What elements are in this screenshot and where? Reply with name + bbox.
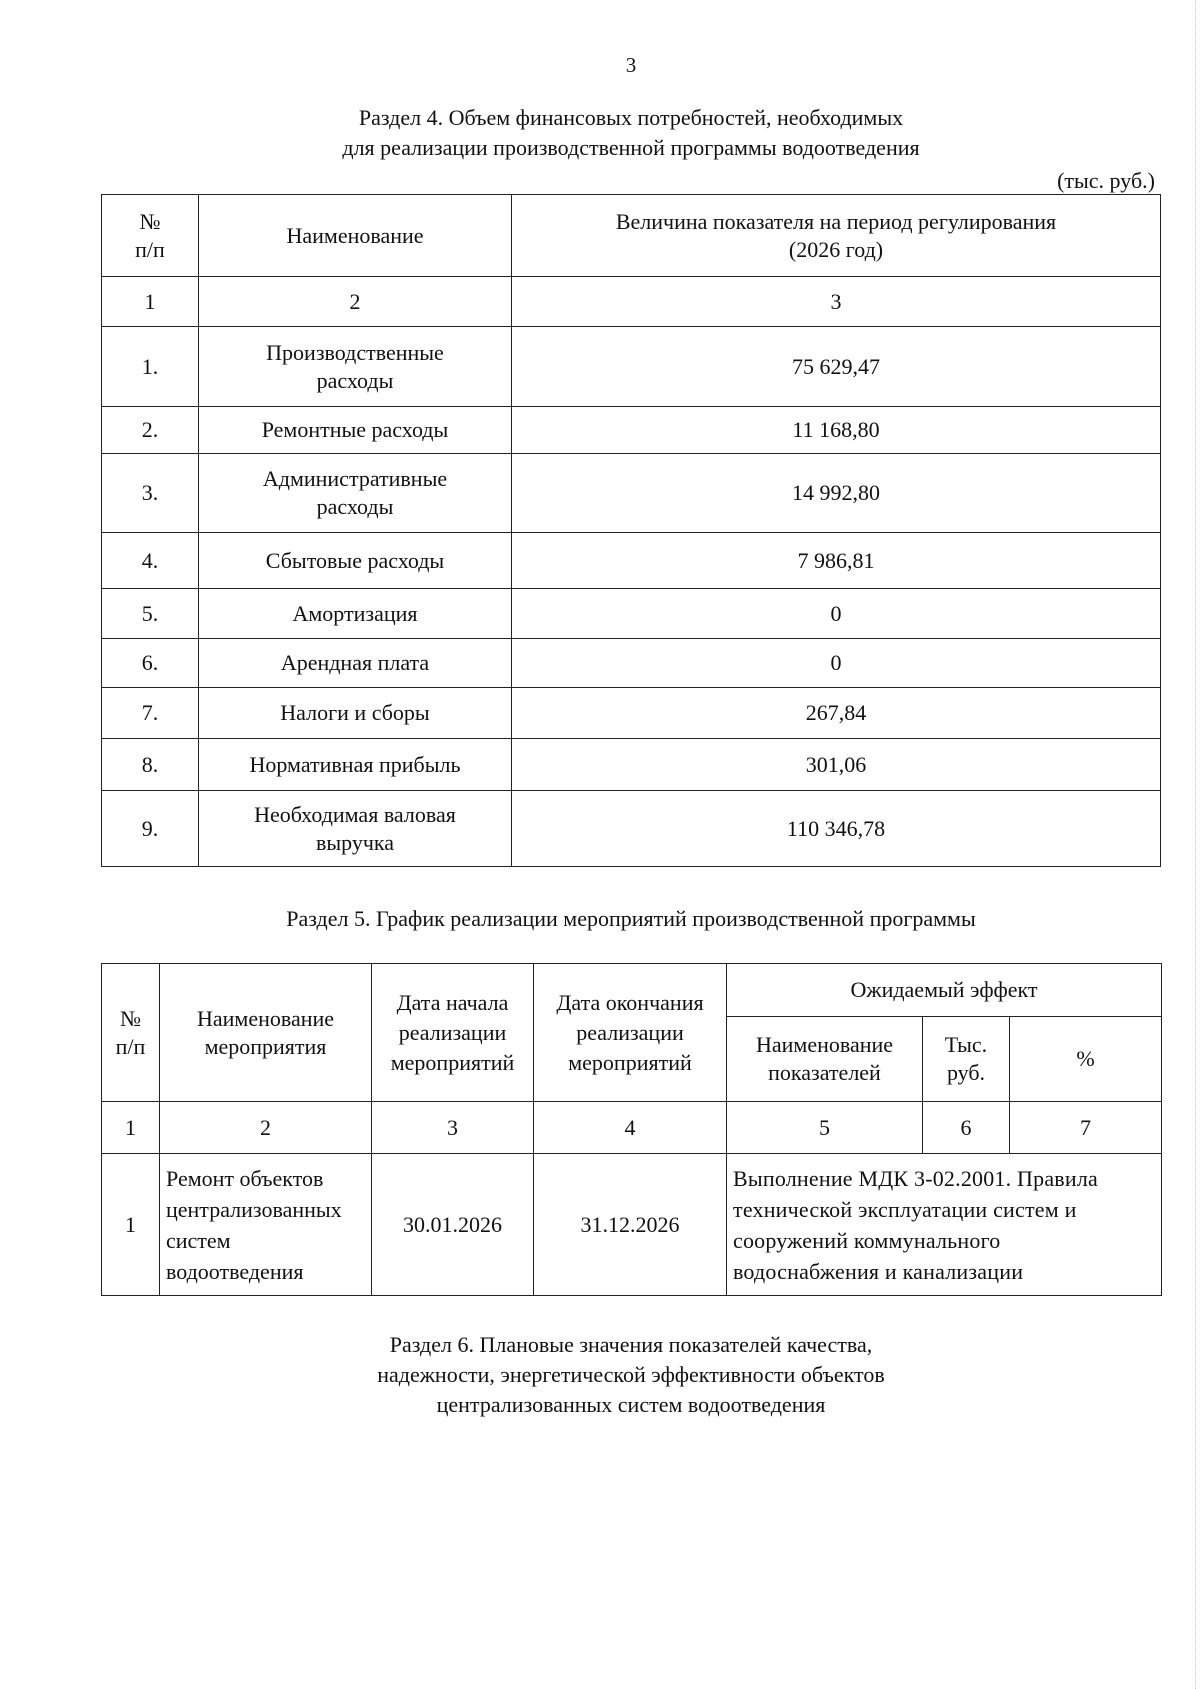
row-name (199, 454, 512, 533)
column-number-row (102, 277, 1161, 327)
header-end-line: реализации (576, 1019, 684, 1045)
row-num: 8. (102, 739, 199, 791)
row-num: 5. (102, 589, 199, 639)
row-name-line: Необходимая валовая (254, 801, 456, 827)
header-rub (923, 1017, 1010, 1102)
header-start-line: Дата начала (396, 989, 509, 1015)
section5-title (0, 904, 1200, 934)
row-num: 6. (102, 639, 199, 688)
row-event-line: систем (166, 1227, 231, 1253)
row-name: Нормативная прибыль (199, 739, 512, 791)
table-row (102, 639, 1161, 688)
column-number: 3 (372, 1102, 534, 1154)
header-event-line: Наименование (196, 1005, 335, 1031)
section4-title (0, 103, 1200, 163)
row-event-line: Ремонт объектов (166, 1165, 324, 1191)
section4-title-line: для реализации производственной программы водоотведения (342, 135, 920, 160)
column-number: 2 (160, 1102, 372, 1154)
header-num-line: п/п (135, 236, 165, 262)
row-value: 110 346,78 (512, 791, 1161, 867)
column-number: 3 (512, 277, 1161, 327)
table-row (102, 1154, 1162, 1296)
table-row (102, 688, 1161, 739)
page-number: 3 (625, 53, 637, 77)
column-number: 2 (199, 277, 512, 327)
scan-edge-mark (1189, 0, 1196, 1689)
row-name-line: расходы (316, 367, 394, 393)
table-row (102, 533, 1161, 589)
row-num: 1 (102, 1154, 160, 1296)
header-num-line: № (139, 208, 161, 234)
column-number-row (102, 1102, 1162, 1154)
header-effect: Ожидаемый эффект (727, 964, 1162, 1017)
section6-title-line: надежности, энергетической эффективности объектов (377, 1362, 885, 1387)
header-num (102, 195, 199, 277)
row-name (199, 791, 512, 867)
row-effect-line: сооружений коммунального (733, 1227, 1001, 1253)
row-value: 267,84 (512, 688, 1161, 739)
row-value: 0 (512, 639, 1161, 688)
header-end-line: Дата окончания (556, 989, 704, 1015)
header-end (534, 964, 727, 1102)
section5-title-line: Раздел 5. График реализации мероприятий производственной программы (286, 906, 976, 931)
header-num-line: п/п (115, 1033, 146, 1059)
header-num-line: № (120, 1005, 141, 1031)
row-end-date: 31.12.2026 (534, 1154, 727, 1296)
row-effect-line: технической эксплуатации систем и (733, 1196, 1077, 1222)
table-row (102, 327, 1161, 407)
header-percent: % (1010, 1017, 1162, 1102)
header-start (372, 964, 534, 1102)
row-value: 11 168,80 (512, 407, 1161, 454)
row-value: 7 986,81 (512, 533, 1161, 589)
finance-table (101, 194, 1161, 867)
header-rub-line: Тыс. (944, 1032, 988, 1057)
section6-title (0, 1330, 1200, 1420)
row-value: 75 629,47 (512, 327, 1161, 407)
row-num: 9. (102, 791, 199, 867)
row-name: Ремонтные расходы (199, 407, 512, 454)
section6-title-line: централизованных систем водоотведения (436, 1392, 826, 1417)
header-event (160, 964, 372, 1102)
row-name: Арендная плата (199, 639, 512, 688)
row-event-line: централизованных (166, 1196, 342, 1222)
header-value-line: (2026 год) (788, 236, 884, 262)
column-number: 1 (102, 1102, 160, 1154)
row-value: 14 992,80 (512, 454, 1161, 533)
header-start-line: реализации (398, 1019, 507, 1045)
row-effect-line: Выполнение МДК 3-02.2001. Правила (733, 1165, 1098, 1191)
column-number: 6 (923, 1102, 1010, 1154)
header-indicator-line: показателей (768, 1060, 881, 1085)
row-num: 2. (102, 407, 199, 454)
row-name-line: выручка (315, 829, 395, 855)
header-start-line: мероприятий (390, 1049, 515, 1075)
row-num: 7. (102, 688, 199, 739)
section6-title-line: Раздел 6. Плановые значения показателей качества, (389, 1332, 873, 1357)
header-value (512, 195, 1161, 277)
row-value: 301,06 (512, 739, 1161, 791)
section4-title-line: Раздел 4. Объем финансовых потребностей, необходимых (358, 105, 904, 130)
row-name-line: расходы (316, 494, 394, 519)
table-row (102, 454, 1161, 533)
row-num: 1. (102, 327, 199, 407)
header-end-line: мероприятий (568, 1049, 692, 1075)
header-value-line: Величина показателя на период регулирования (615, 208, 1057, 234)
row-start-date: 30.01.2026 (372, 1154, 534, 1296)
table-header-row (102, 964, 1162, 1017)
table-row (102, 739, 1161, 791)
row-value: 0 (512, 589, 1161, 639)
row-effect (727, 1154, 1162, 1296)
row-name: Амортизация (199, 589, 512, 639)
row-name (199, 327, 512, 407)
column-number: 7 (1010, 1102, 1162, 1154)
table-row (102, 589, 1161, 639)
row-name: Налоги и сборы (199, 688, 512, 739)
row-event-line: водоотведения (166, 1258, 304, 1284)
header-indicator (727, 1017, 923, 1102)
row-name-line: Административные (262, 466, 448, 491)
unit-note: (тыс. руб.) (1057, 168, 1155, 193)
table-row (102, 791, 1161, 867)
row-event (160, 1154, 372, 1296)
row-name-line: Производственные (266, 339, 444, 365)
header-num (102, 964, 160, 1102)
header-name: Наименование (199, 195, 512, 277)
table-row (102, 407, 1161, 454)
row-name: Сбытовые расходы (199, 533, 512, 589)
header-rub-line: руб. (946, 1060, 986, 1085)
row-num: 4. (102, 533, 199, 589)
column-number: 5 (727, 1102, 923, 1154)
schedule-table (101, 963, 1162, 1296)
row-num: 3. (102, 454, 199, 533)
column-number: 1 (102, 277, 199, 327)
table-header-row (102, 195, 1161, 277)
header-indicator-line: Наименование (755, 1032, 894, 1057)
row-effect-line: водоснабжения и канализации (733, 1258, 1024, 1284)
column-number: 4 (534, 1102, 727, 1154)
header-event-line: мероприятия (204, 1033, 327, 1059)
